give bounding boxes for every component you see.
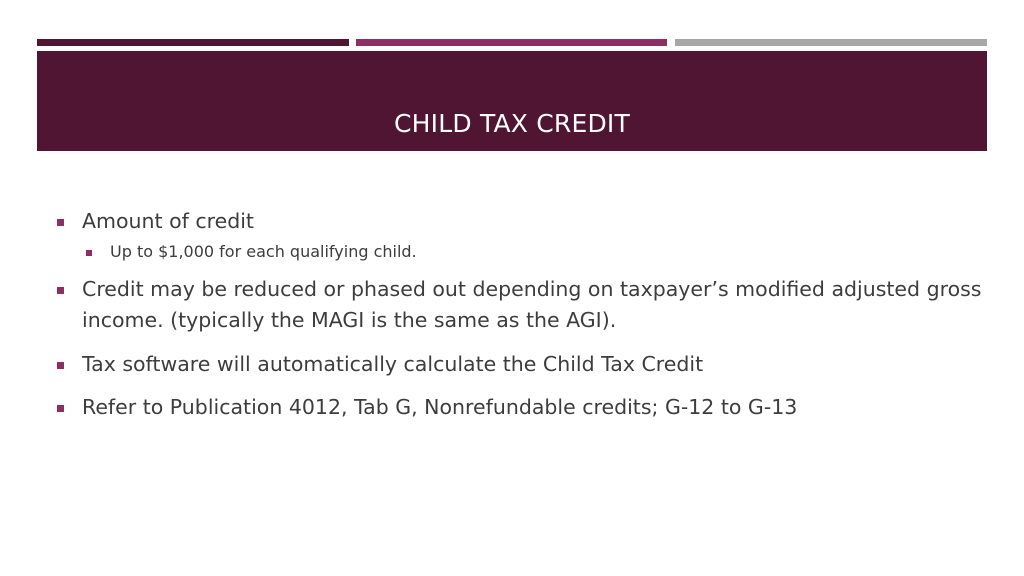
- square-bullet-icon: [57, 287, 64, 294]
- square-bullet-icon: [57, 219, 64, 226]
- slide-title: CHILD TAX CREDIT: [394, 108, 630, 138]
- bullet-text: Amount of credit: [82, 209, 254, 233]
- square-bullet-icon: [86, 250, 92, 256]
- accent-bar-gray: [675, 39, 987, 46]
- slide-content: [57, 206, 987, 423]
- square-bullet-icon: [57, 362, 64, 369]
- title-banner: [37, 51, 987, 151]
- bullet-publication-reference: [57, 392, 987, 423]
- bullet-tax-software: [57, 349, 987, 380]
- accent-bar-dark: [37, 39, 349, 46]
- sub-bullet-text: Up to $1,000 for each qualifying child.: [110, 242, 417, 261]
- bullet-text: Credit may be reduced or phased out depending on taxpayer’s modified adjusted gross income. (typically the MAGI is the same as the AGI).: [82, 277, 982, 332]
- bullet-amount-of-credit: [57, 206, 987, 237]
- bullet-credit-reduction: [57, 274, 987, 336]
- bullet-text: Tax software will automatically calculate the Child Tax Credit: [82, 352, 704, 376]
- bullet-text: Refer to Publication 4012, Tab G, Nonrefundable credits; G-12 to G-13: [82, 395, 798, 419]
- square-bullet-icon: [57, 405, 64, 412]
- accent-bar-magenta: [356, 39, 667, 46]
- sub-bullet-credit-amount: [86, 240, 987, 264]
